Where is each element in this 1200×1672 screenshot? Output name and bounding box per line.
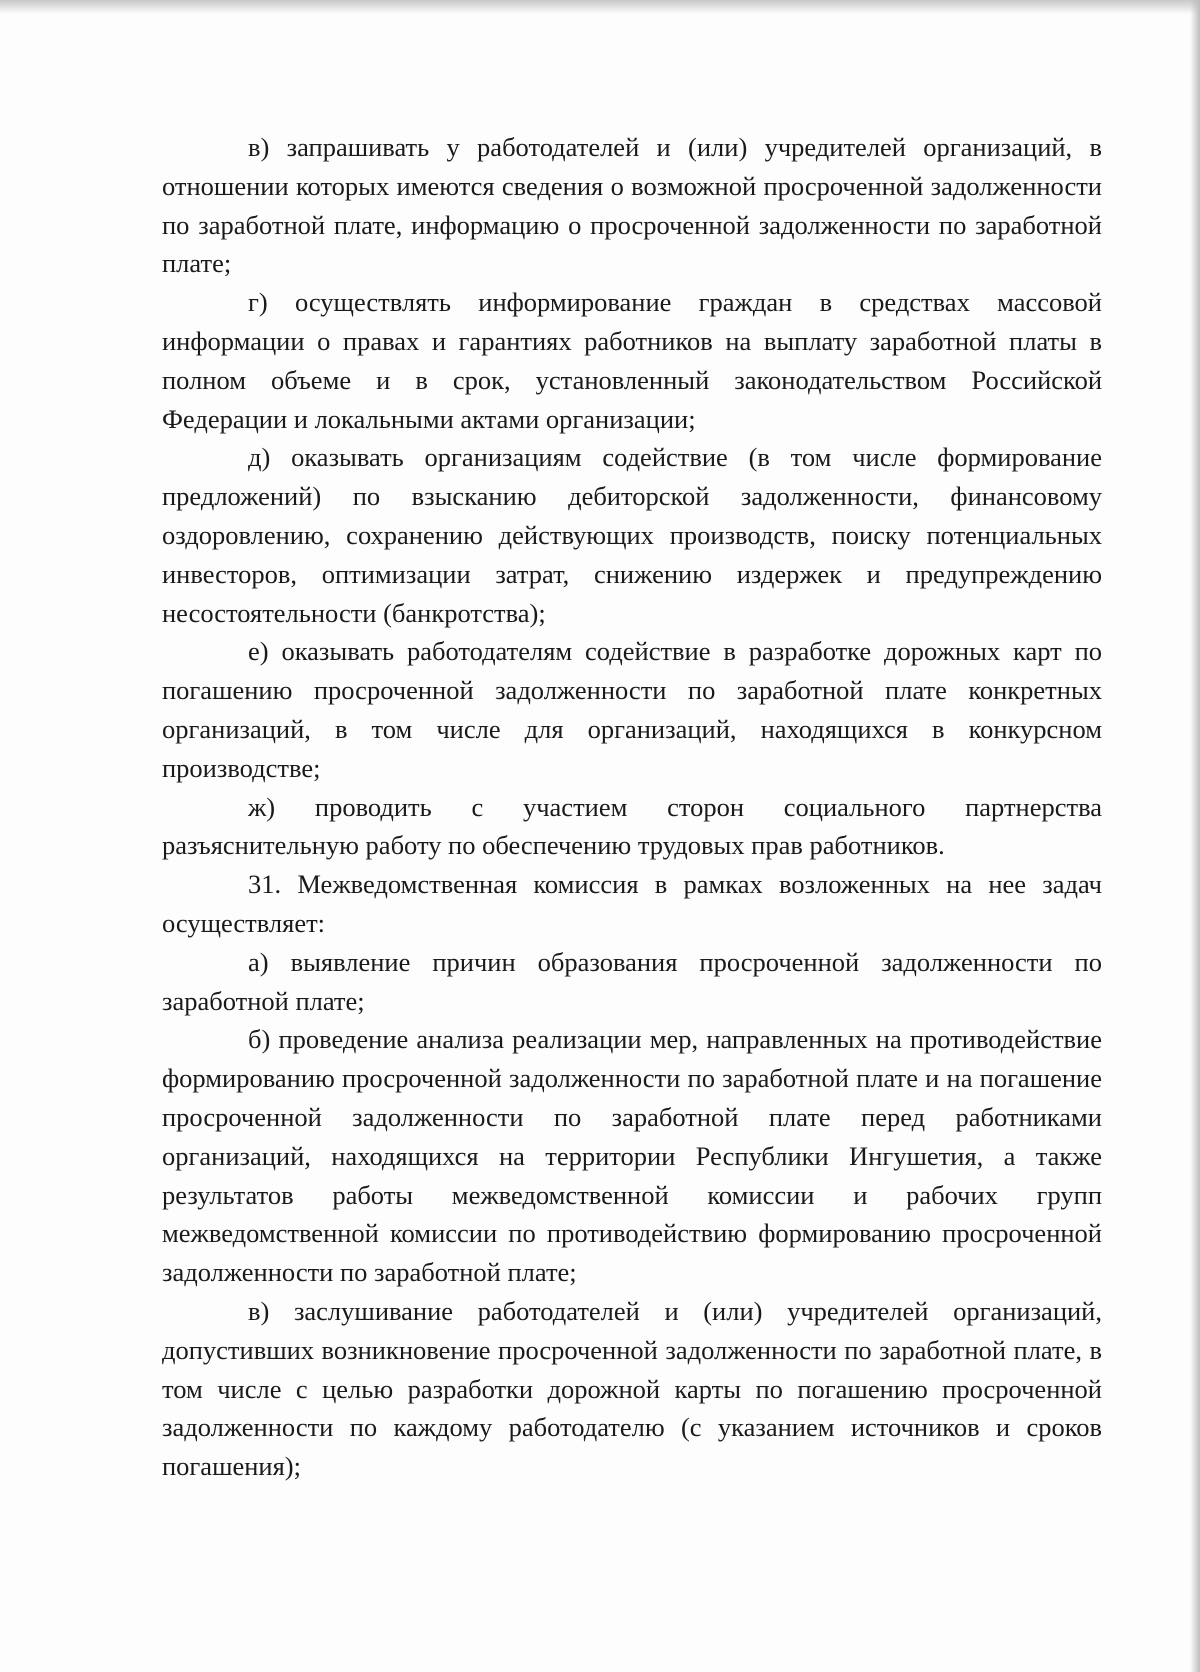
scan-top-edge [0, 0, 1200, 14]
paragraph-d-assist-organizations: д) оказывать организациям содействие (в том числе формирование предложений) по взысканию дебиторской задолженности, финансовому оздоровлению, сохранению действующих производств, поиску потенциальных инвесторов, оптимизации затрат, снижению издержек и предупреждению несостоятельности (банкротства); [162, 442, 1102, 628]
paragraph-v-hearing-employers: в) заслушивание работодателей и (или) учредителей организаций, допустивших возникновение просроченной задолженности по заработной плате, в том числе с целью разработки дорожной карты по погашению просроченной задолженности по каждому работодателю (с указанием источников и сроков погашения); [162, 1295, 1102, 1482]
paragraph-31-commission-duties: 31. Межведомственная комиссия в рамках возложенных на нее задач осуществляет: [162, 869, 1102, 938]
paragraph-e-roadmaps: е) оказывать работодателям содействие в разработке дорожных карт по погашению просроченной задолженности по заработной плате конкретных организаций, в том числе для организаций, находящихся в конкурсном производстве; [162, 636, 1102, 783]
paragraph-g-inform-citizens: г) осуществлять информирование граждан в средствах массовой информации о правах и гарантиях работников на выплату заработной платы в полном объеме и в срок, установленный законодательством Российской Федерации и локальными актами организации; [162, 287, 1102, 434]
paragraph-b-analysis: б) проведение анализа реализации мер, направленных на противодействие формированию просроченной задолженности по заработной плате и на погашение просроченной задолженности по заработной плате перед работниками организаций, находящихся на территории Республики Ингушетия, а также результатов работы межведомственной комиссии и рабочих групп межведомственной комиссии по противодействию формированию просроченной задолженности по заработной плате; [162, 1024, 1102, 1288]
scan-right-edge [1190, 0, 1200, 1672]
paragraph-a-identify-causes: а) выявление причин образования просроченной задолженности по заработной плате; [162, 946, 1102, 1016]
paragraph-v-request-info: в) запрашивать у работодателей и (или) учредителей организаций, в отношении которых имеются сведения о возможной просроченной задолженности по заработной плате, информацию о просроченной задолженности по заработной плате; [162, 132, 1102, 279]
paragraph-zh-explanatory-work: ж) проводить с участием сторон социального партнерства разъяснительную работу по обеспечению трудовых прав работников. [162, 791, 1102, 861]
document-body [162, 128, 1102, 1486]
